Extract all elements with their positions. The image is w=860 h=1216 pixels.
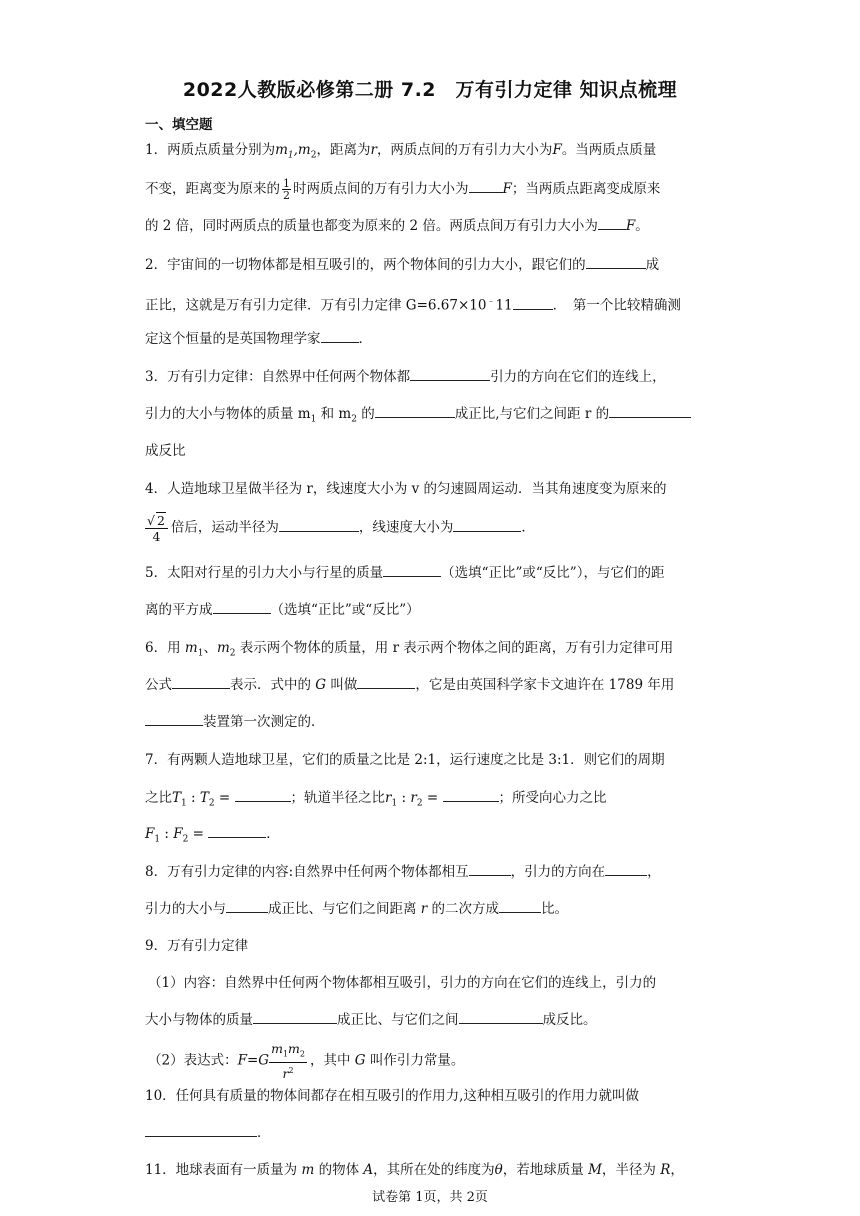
answer-blank[interactable] bbox=[383, 564, 441, 577]
answer-blank[interactable] bbox=[145, 713, 203, 726]
q10-line2: ． bbox=[145, 1123, 271, 1143]
answer-blank[interactable] bbox=[279, 519, 359, 532]
answer-blank[interactable] bbox=[235, 789, 291, 802]
answer-blank[interactable] bbox=[226, 900, 268, 913]
answer-blank[interactable] bbox=[443, 789, 499, 802]
answer-blank[interactable] bbox=[145, 1124, 257, 1137]
answer-blank[interactable] bbox=[410, 368, 490, 381]
q5-line2: 离的平方成 （选填“正比”或“反比”） bbox=[145, 602, 420, 618]
q9-line2: （1）内容：自然界中任何两个物体都相互吸引，引力的方向在它们的连线上，引力的 bbox=[148, 975, 657, 991]
q6-line2: 公式 表示．式中的 G 叫做 ，它是由英国科学家卡文迪许在 1789 年用 bbox=[145, 677, 675, 693]
page-footer: 试卷第 1页，共 2页 bbox=[372, 1190, 488, 1205]
fraction-one-half: $\frac{1}{2}$ bbox=[283, 177, 290, 202]
answer-blank[interactable] bbox=[598, 217, 626, 230]
q4-line2: $\frac{√ 2}{4}$ 倍后，运动半径为 ，线速度大小为 ． bbox=[147, 513, 535, 544]
q2-line3: 定这个恒量的是英国物理学家 ． bbox=[145, 331, 372, 347]
q9-line1: 9．万有引力定律 bbox=[145, 938, 249, 954]
answer-blank[interactable] bbox=[253, 1011, 337, 1024]
answer-blank[interactable] bbox=[469, 180, 503, 193]
answer-blank[interactable] bbox=[321, 330, 359, 343]
q6-line1: 6．用 $m_1$、$m_2$ 表示两个物体的质量，用 r 表示两个物体之间的距离，万有引力定律可用 bbox=[145, 640, 674, 659]
q2-line1: 2．宇宙间的一切物体都是相互吸引的，两个物体间的引力大小，跟它们的 成 bbox=[145, 257, 660, 273]
q9-line3: 大小与物体的质量 成正比、与它们之间 成反比。 bbox=[145, 1012, 597, 1028]
q8-line2: 引力的大小与 成正比、与它们之间距离 r 的二次方成 比。 bbox=[145, 901, 569, 917]
answer-blank[interactable] bbox=[605, 863, 647, 876]
q8-line1: 8．万有引力定律的内容:自然界中任何两个物体都相互 ，引力的方向在 ， bbox=[145, 864, 661, 880]
fraction-sqrt2-over-4: $\frac{√ 2}{4}$ bbox=[145, 512, 168, 544]
q7-line2: 之比$T_1$ : $T_2$ = ；轨道半径之比$r_1$ : $r_2$ = ；所受向心力之比 bbox=[145, 790, 607, 809]
answer-blank[interactable] bbox=[375, 405, 455, 418]
q4-line1: 4．人造地球卫星做半径为 r，线速度大小为 v 的匀速圆周运动．当其角速度变为原来的 bbox=[145, 481, 667, 497]
q1-line2: 不变，距离变为原来的 $\frac{1}{2}$ 时两质点间的万有引力大小为 F；当两质点距离变成原来 bbox=[145, 177, 661, 202]
answer-blank[interactable] bbox=[172, 676, 230, 689]
answer-blank[interactable] bbox=[357, 676, 415, 689]
answer-blank[interactable] bbox=[609, 405, 691, 418]
q11-line1: 11．地球表面有一质量为 m 的物体 A，其所在处的纬度为θ，若地球质量 M，半径为 R， bbox=[145, 1162, 684, 1178]
answer-blank[interactable] bbox=[513, 297, 553, 310]
answer-blank[interactable] bbox=[499, 900, 541, 913]
q9-line4: （2）表达式：F=G $\frac{m_1m_2}{r^2}$ ，其中 G 叫作引力常量。 bbox=[148, 1041, 465, 1081]
q7-line1: 7．有两颗人造地球卫星，它们的质量之比是 2:1，运行速度之比是 3:1．则它们的周期 bbox=[145, 752, 665, 768]
q2-line2: 正比，这就是万有引力定律．万有引力定律 G=6.67×10﹣11 ． 第一个比较精确测 bbox=[145, 297, 681, 314]
document-title: 2022人教版必修第二册 7.2 万有引力定律 知识点梳理 bbox=[182, 79, 678, 101]
q10-line1: 10．任何具有质量的物体间都存在相互吸引的作用力,这种相互吸引的作用力就叫做 bbox=[145, 1088, 639, 1104]
answer-blank[interactable] bbox=[459, 1011, 543, 1024]
q3-line1: 3．万有引力定律：自然界中任何两个物体都 引力的方向在它们的连线上， bbox=[145, 369, 666, 385]
q3-line2: 引力的大小与物体的质量 $m_1$ 和 $m_2$ 的 成正比,与它们之间距 r 的 bbox=[145, 404, 691, 430]
answer-blank[interactable] bbox=[208, 825, 266, 838]
q1-line3: 的 2 倍，同时两质点的质量也都变为原来的 2 倍。两质点间万有引力大小为 F。 bbox=[145, 218, 649, 234]
gravitation-formula-fraction: $\frac{m_1m_2}{r^2}$ bbox=[271, 1041, 305, 1081]
answer-blank[interactable] bbox=[586, 256, 646, 269]
answer-blank[interactable] bbox=[213, 601, 271, 614]
q6-line3: 装置第一次测定的． bbox=[145, 712, 325, 732]
answer-blank[interactable] bbox=[469, 863, 511, 876]
answer-blank[interactable] bbox=[453, 519, 521, 532]
q3-line3: 成反比 bbox=[145, 443, 186, 459]
section-heading: 一、填空题 bbox=[145, 117, 213, 133]
q5-line1: 5．太阳对行星的引力大小与行星的质量 （选填“正比”或“反比”），与它们的距 bbox=[145, 565, 665, 581]
q1-line1: 1．两质点质量分别为$m_1,m_2$，距离为r，两质点间的万有引力大小为F。当两质点质量 bbox=[145, 142, 657, 161]
q7-line3: $F_1$ : $F_2$ = ． bbox=[145, 826, 280, 845]
